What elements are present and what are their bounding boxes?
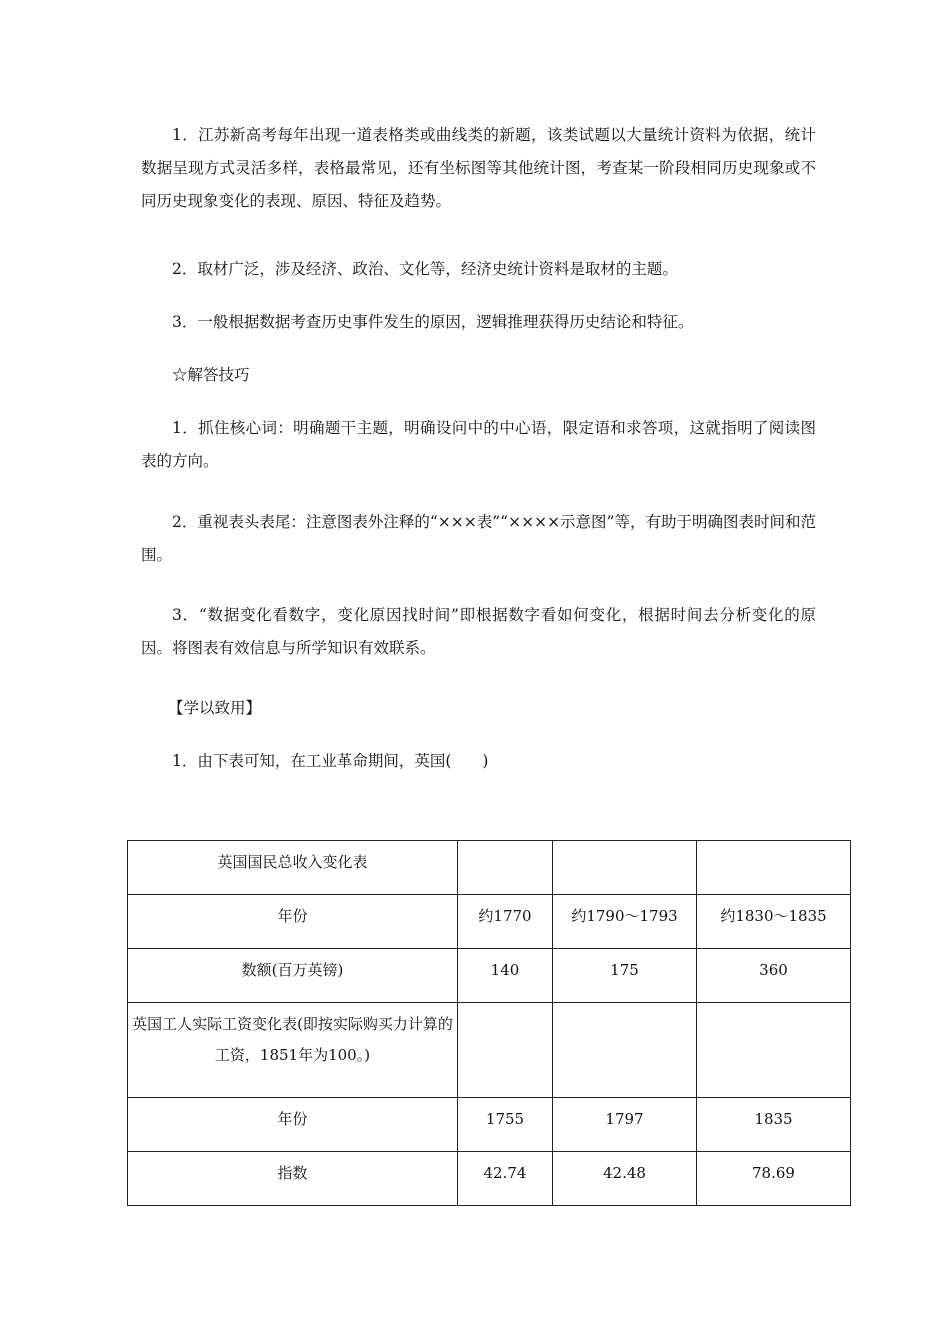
paragraph-tip-1: 1．抓住核心词：明确题干主题，明确设问中的中心语，限定语和求答项，这就指明了阅读图表的方向。 [141, 419, 816, 470]
paragraph-1: 1．江苏新高考每年出现一道表格类或曲线类的新题，该类试题以大量统计资料为依据，统计数据呈现方式灵活多样，表格最常见，还有坐标图等其他统计图，考查某一阶段相同历史现象或不同历史现象变化的表现、原因、特征及趋势。 [141, 126, 816, 210]
table-cell: 42.74 [458, 1152, 553, 1206]
table-cell: 140 [458, 949, 553, 1003]
table-cell: 英国国民总收入变化表 [128, 841, 458, 895]
table-row [128, 895, 851, 949]
table-cell [553, 841, 697, 895]
table-cell: 约1790～1793 [553, 895, 697, 949]
table-cell: 1835 [697, 1098, 851, 1152]
table-row [128, 841, 851, 895]
question-1: 1．由下表可知，在工业革命期间，英国( ) [172, 752, 489, 770]
table-cell [553, 1003, 697, 1098]
section-heading-tips: ☆解答技巧 [172, 366, 250, 384]
table-cell: 42.48 [553, 1152, 697, 1206]
table-cell: 1797 [553, 1098, 697, 1152]
paragraph-tip-2: 2．重视表头表尾：注意图表外注释的“×××表”“××××示意图”等，有助于明确图表时间和范围。 [141, 513, 816, 564]
table-cell: 约1770 [458, 895, 553, 949]
table-cell: 年份 [128, 1098, 458, 1152]
table-cell [697, 1003, 851, 1098]
table-row [128, 1003, 851, 1098]
table-cell [697, 841, 851, 895]
table-cell: 78.69 [697, 1152, 851, 1206]
table-cell: 360 [697, 949, 851, 1003]
section-heading-practice: 【学以致用】 [168, 699, 262, 717]
table-cell: 数额(百万英镑) [128, 949, 458, 1003]
data-table [127, 840, 851, 1206]
table-cell: 指数 [128, 1152, 458, 1206]
table-cell: 英国工人实际工资变化表(即按实际购买力计算的工资，1851年为100。) [128, 1003, 458, 1098]
table-row [128, 949, 851, 1003]
table-row [128, 1152, 851, 1206]
paragraph-tip-3: 3．“数据变化看数字，变化原因找时间”即根据数字看如何变化，根据时间去分析变化的原因。将图表有效信息与所学知识有效联系。 [141, 606, 816, 657]
table-cell: 175 [553, 949, 697, 1003]
paragraph-3: 3．一般根据数据考查历史事件发生的原因，逻辑推理获得历史结论和特征。 [172, 313, 694, 331]
table-cell: 年份 [128, 895, 458, 949]
table-cell [458, 1003, 553, 1098]
paragraph-2: 2．取材广泛，涉及经济、政治、文化等，经济史统计资料是取材的主题。 [172, 260, 678, 278]
table-cell: 约1830～1835 [697, 895, 851, 949]
table-cell: 1755 [458, 1098, 553, 1152]
table-row [128, 1098, 851, 1152]
table-cell [458, 841, 553, 895]
